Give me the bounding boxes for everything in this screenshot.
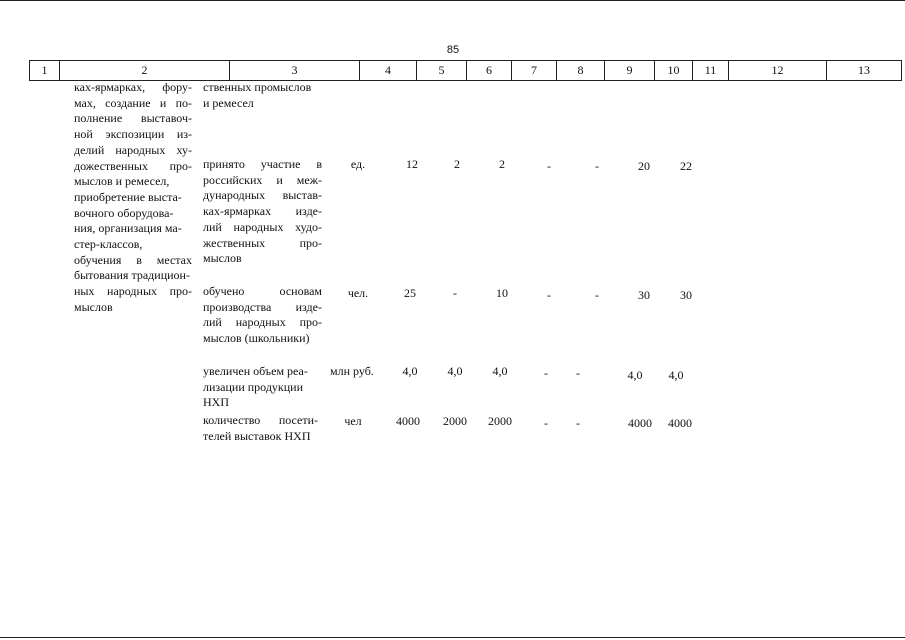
value-cell: 2000 (488, 414, 512, 428)
value-cell: - (595, 159, 599, 173)
value-cell: 4000 (668, 416, 692, 430)
value-cell: - (576, 416, 580, 430)
scan-bottom-line (0, 637, 905, 638)
value-cell: 4,0 (492, 364, 508, 378)
value-cell: - (544, 416, 548, 430)
value-cell: 30 (638, 288, 650, 302)
unit-cell: чел. (347, 286, 369, 300)
header-cell: 10 (655, 61, 693, 81)
value-cell: 4000 (628, 416, 652, 430)
value-cell: - (547, 288, 551, 302)
header-cell: 6 (467, 61, 512, 81)
column-header-row (29, 60, 902, 81)
value-cell: 4,0 (447, 364, 463, 378)
value-cell: 2 (499, 157, 505, 171)
value-cell: 30 (680, 288, 692, 302)
header-cell: 11 (693, 61, 729, 81)
unit-cell: ед. (350, 157, 366, 171)
header-cell: 3 (230, 61, 360, 81)
page-number: 85 (446, 44, 460, 56)
header-cell: 2 (60, 61, 230, 81)
value-cell: 12 (406, 157, 418, 171)
value-cell: - (547, 159, 551, 173)
value-cell: 4,0 (627, 368, 643, 382)
indicator-text: увеличен объем реа- лизации продукции НХП (203, 364, 308, 410)
value-cell: 25 (404, 286, 416, 300)
value-cell: 4,0 (668, 368, 684, 382)
value-cell: 10 (496, 286, 508, 300)
header-cell: 8 (557, 61, 605, 81)
value-cell: 4000 (396, 414, 420, 428)
value-cell: 22 (680, 159, 692, 173)
value-cell: 2 (454, 157, 460, 171)
scan-top-line (0, 0, 905, 1)
value-cell: 2000 (443, 414, 467, 428)
header-cell: 1 (30, 61, 60, 81)
value-cell: - (453, 286, 457, 300)
value-cell: - (595, 288, 599, 302)
header-cell: 7 (512, 61, 557, 81)
value-cell: 4,0 (402, 364, 418, 378)
value-cell: - (576, 366, 580, 380)
indicator-text: принято участие в российских и меж- дународных выстав- ках-ярмарках изде- лий народных худо- жественных про- мыслов (203, 157, 322, 266)
header-cell: 5 (417, 61, 467, 81)
value-cell: - (544, 366, 548, 380)
header-cell: 9 (605, 61, 655, 81)
indicator-text: количество посети- телей выставок НХП (203, 413, 318, 443)
unit-cell: млн руб. (330, 364, 374, 378)
indicator-text: ственных промыслов и ремесел (203, 80, 312, 110)
unit-cell: чел (344, 414, 362, 428)
event-description: ках-ярмарках, фору- мах, создание и по- полнение выставоч- ной экспозиции из- делий народных ху- дожественных про- мыслов и ремесел, приобретение выста- вочного оборудова- ния, организация ма- стер-классов, обучения в местах бытования традицион- ных народных про- мыслов (74, 80, 192, 314)
header-cell: 13 (827, 61, 902, 81)
indicator-text: обучено основам производства изде- лий народных про- мыслов (школьники) (203, 284, 322, 346)
value-cell: 20 (638, 159, 650, 173)
header-cell: 12 (729, 61, 827, 81)
header-cell: 4 (360, 61, 417, 81)
